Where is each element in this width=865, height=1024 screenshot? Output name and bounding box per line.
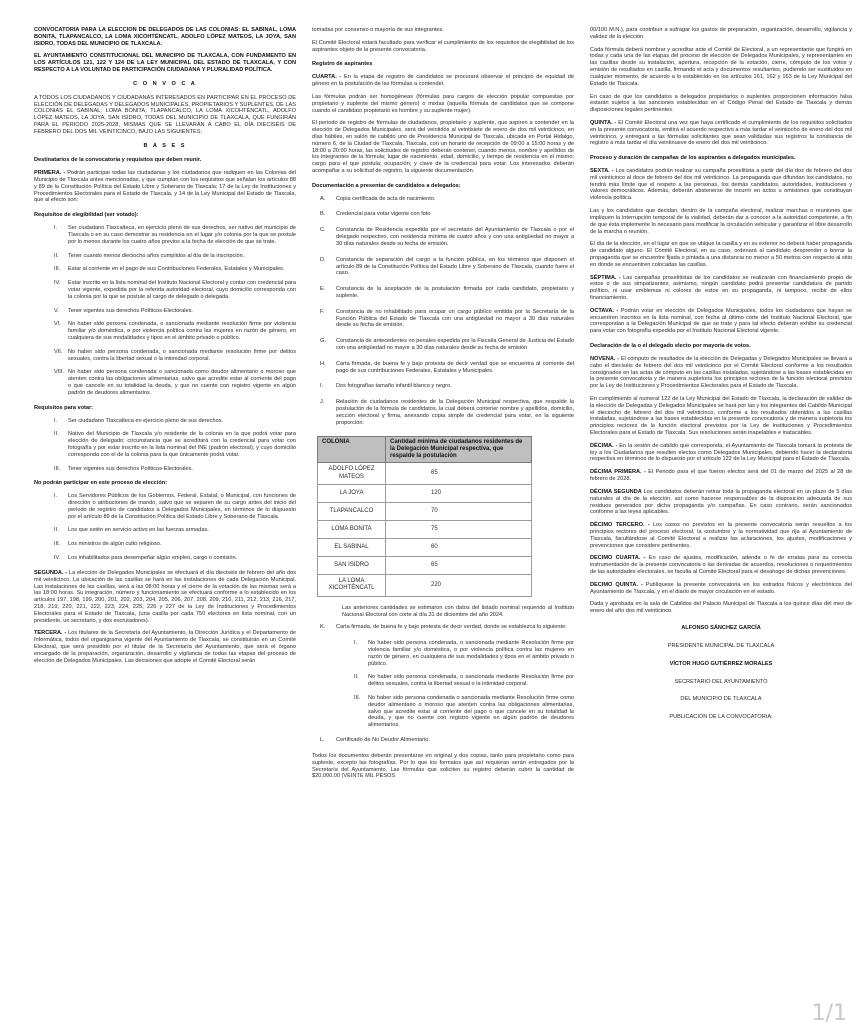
- list-item: [312, 286, 574, 300]
- item-number: I.: [54, 493, 58, 500]
- d4-label: DECIMO CUARTA. -: [590, 555, 646, 562]
- item-number: III.: [54, 465, 61, 472]
- l-list: [312, 737, 574, 744]
- novena-label: NOVENA. -: [590, 355, 620, 362]
- list-item: [312, 383, 574, 390]
- item-text: Constancia de antecedentes no penales expedida por la Fiscalía General de Justicia del Estado con una antigüedad no mayor a 30 días naturales desde su fecha de emisión: [336, 338, 574, 351]
- d3-label: DÉCIMO TERCERO. -: [590, 522, 650, 529]
- list-item: [312, 309, 574, 329]
- k-list: [312, 624, 574, 631]
- item-number: I.: [54, 225, 58, 232]
- table-cell-cantidad: 70: [386, 503, 532, 521]
- table-cell-colonia: TLAPANCALCO: [318, 503, 386, 521]
- item-text: Constancia de separación del cargo a la función pública, en los términos que disponen el artículo 89 de la Constitución Política del Estado Libre y Soberano de Tlaxcala, cuando fuere el caso.: [336, 256, 574, 277]
- d2-paragraph: [590, 489, 852, 516]
- item-number: VIII.: [54, 369, 64, 376]
- d1-label: DÉCIMA PRIMERA. -: [590, 469, 646, 476]
- list-item: [34, 527, 296, 534]
- list-item: [34, 321, 296, 341]
- item-text: Ser ciudadano Tlaxcalteca, en ejercicio pleno de sus derechos, ser nativo del municipio de Tlaxcala o en su caso demostrar su residencia en el lugar y/o colonia por la que se postule por lo menos durante los cuatro años previos a la fecha de elección de que se trate.: [68, 225, 296, 245]
- facultado-paragraph: El Comité Electoral estará facultado para verificar el cumplimiento de los requisitos de elegibilidad de los aspirantes objeto de la presente convocatoria.: [312, 39, 574, 53]
- decima-paragraph: [590, 443, 852, 463]
- casilla-paragraph: Cada fórmula deberá nombrar y acreditar ante el Comité de Electoral, a un representante que fungirá en todas y cada una de las etapas del proceso de elección de Delegados Municipales, y representantes en las casillas desde su instalación, apertura, recepción de la votación, cierre, cómputo de los votos y emisión de resultados en casilla, firmando el acta y documentos resultantes, pudiendo ser sustituidos en cualquier momento, de acuerdo a lo establecido en los artículos 161, 162 y 163 de la Ley Municipal del Estado de Tlaxcala.: [590, 46, 852, 87]
- table-cell-colonia: SAN ISIDRO: [318, 557, 386, 575]
- signer-name-2: VÍCTOR HUGO GUTIÉRREZ MORALES: [669, 660, 773, 667]
- dia-paragraph: El día de la elección, en el lugar en que se ubique la casilla y en su exterior no deberá haber propaganda de candidato alguno. El Comité Electoral, en su caso, ordenará al candidato desprender o borrar la propaganda que se encuentre fijada o pintada a una distancia no menor a 50 metros con respecto al sitio en donde se encuentren colocadas las casillas.: [590, 241, 852, 268]
- novena-text: El cómputo de resultados de la elección de Delegadas y Delegados Municipales se llevará a cabo el dieciséis de febrero del dos mil veinticinco por el Comité Electoral conforme a los resultados consignados en las actas de cómputo en las casillas instaladas, sujetándose a las bases establecidas en la presente convocatoria y de manera supletoria los principios rectores de la función electoral previstos por la Ley de Instituciones y Procedimientos Electorales para el Estado de Tlaxcala.: [590, 355, 852, 390]
- d5-paragraph: [590, 582, 852, 596]
- list-item: [312, 338, 574, 352]
- cuarta-text: En la etapa de registro de candidatos se procurará observar el principio de equidad de género en la postulación de las fórmulas a contender.: [312, 74, 574, 88]
- candidatos-paragraph: Las y los candidatos que decidan, dentro de la campaña electoral, realizar marchas o reuniones que impliquen la interrupción temporal de la vialidad, deberán dar a conocer a la autoridad competente, a fin de que ésta implemente lo necesario para modificar la circulación vehicular y garantizar el libre desarrollo de la marcha o reunión.: [590, 208, 852, 235]
- table-cell-colonia: LA JOYA: [318, 485, 386, 503]
- list-item: [34, 555, 296, 562]
- no-part-heading: No podrán participar en este proceso de elección:: [34, 480, 168, 487]
- req-eleg-heading: Requisitos de elegibilidad (ser votado):: [34, 212, 139, 219]
- colonias-table: [317, 436, 532, 597]
- segunda-label: SEGUNDA. -: [34, 569, 68, 576]
- quinta-text: El Comité Electoral una vez que haya certificado el cumplimiento de los requisitos solicitados en la presente convocatoria, emitirá el acuerdo respectivo a más tardar el veintiocho de enero del dos mil veinticinco, y entregará a las fórmulas solicitantes que sean validadas sus registros la constancia de registro a más tardar el día veintinueve de enero del dos mil veinticinco.: [590, 119, 852, 147]
- cuarta-label: CUARTA. -: [312, 74, 342, 81]
- item-text: Constancia de la aceptación de la postulación firmada por cada candidato, propietario y suplente.: [336, 286, 574, 299]
- item-text: Tener cuando menos dieciocho años cumplidos al día de la inscripción.: [68, 252, 245, 259]
- d5-text: Publíquese la presente convocatoria en los estrados físicos y electrónicos del Ayuntamiento de Tlaxcala, y en el diario de mayor circulación en el estado.: [590, 581, 852, 595]
- item-text: Estar inscrito en la lista nominal del Instituto Nacional Electoral y contar con credencial para votar vigente, expedida por la referida autoridad electoral, cuyo domicilio corresponda con la colonia por la que se postule al cargo de delegado o delegada.: [68, 280, 296, 300]
- item-number: VI.: [54, 321, 61, 328]
- req-votar-list: [34, 418, 296, 473]
- list-item: [34, 280, 296, 300]
- list-item: [34, 225, 296, 245]
- document-title: CONVOCATORIA PARA LA ELECCIÓN DE DELEGADOS DE LAS COLONIAS: EL SABINAL, LOMA BONITA, TLAPANCALCO, LA LOMA XICOHTÉNCATL, ADOLFO LÓPEZ MATEOS, LA JOYA, SAN ISIDRO, TODAS DEL MUNICIPIO DE TLAXCALA.: [34, 27, 296, 47]
- destinatarios-heading: Destinatarios de la convocatoria y requisitos que deben reunir.: [34, 157, 202, 164]
- item-number: I.: [54, 417, 58, 424]
- column-2: [312, 27, 574, 1024]
- table-header-cantidad: Cantidad mínima de ciudadanos residentes de la Delegación Municipal respectiva, que respalde la postulación: [386, 436, 532, 463]
- item-text: Los que estén en servicio activo en las fuerzas armadas.: [68, 527, 209, 534]
- list-item: [312, 361, 574, 375]
- publication-label: PUBLICACIÓN DE LA CONVOCATORIA:: [669, 714, 773, 721]
- docs-heading: Documentación a presentar de candidatos a delegados:: [312, 182, 461, 189]
- list-item: [312, 227, 574, 247]
- caso-paragraph: En caso de que los candidatos a delegados propietarios o suplentes proporcionen información falsa estarán sujetos a las sanciones establecidas en el Código Penal del Estado de Tlaxcala y demás disposiciones legales pertinentes.: [590, 93, 852, 114]
- item-text: Dos fotografías tamaño infantil blanco y negro.: [336, 383, 452, 390]
- item-text: Credencial para votar vigente con foto: [336, 211, 431, 218]
- item-number: VII.: [54, 348, 63, 355]
- list-item: [34, 493, 296, 520]
- item-number: J.: [320, 399, 325, 406]
- table-row: [318, 539, 532, 557]
- column-1: [34, 27, 296, 1024]
- table-cell-cantidad: 65: [386, 557, 532, 575]
- table-row: [318, 575, 532, 597]
- no-part-list: [34, 493, 296, 562]
- item-number: K.: [320, 624, 326, 631]
- item-text: Copia certificada de acta de nacimiento.: [336, 195, 436, 202]
- item-text: Los inhabilitados para desempeñar algún empleo, cargo o comisión.: [68, 555, 238, 562]
- d3-paragraph: [590, 522, 852, 549]
- d2-text: Los candidatos deberán retirar toda la propaganda electoral en un plazo de 5 días naturales al día de la elección, así como hacerse responsables de la disposición adecuada de sus residuos generados por dicha propaganda y/o campañas. En caso contrario, serán sancionados conforme a las leyes aplicables.: [590, 488, 852, 516]
- d2-label: DÉCIMA SEGUNDA: [590, 488, 642, 495]
- sexta-paragraph: [590, 168, 852, 202]
- item-number: III.: [54, 266, 61, 273]
- table-row: [318, 503, 532, 521]
- item-number: I.: [354, 640, 358, 647]
- list-item: [334, 640, 574, 667]
- list-item: [312, 196, 574, 203]
- sexta-label: SEXTA. -: [590, 168, 614, 174]
- item-number: II.: [54, 252, 59, 259]
- item-text: No haber sido persona condenada, o sancionada mediante resolución firme por violencia familiar y/o doméstica, o por violencia política contra las mujeres en razón de género, en cualquiera de sus modalidades y tipos en el ámbito privado o público.: [68, 321, 296, 341]
- item-number: IV.: [54, 280, 61, 287]
- tercera-text: Los titulares de la Secretaría del Ayuntamiento, la Dirección Jurídica y el Departamento de Informática, todos del organigrama vigente del Ayuntamiento de Tlaxcala, se constituirán en un Comité Electoral, que será presidido por el titular de la Secretaría del Ayuntamiento, que será el órgano encargado de la preparación, organización, desarrollo y vigilancia de todas las etapas del proceso de elección de Delegados Municipales. Las decisiones que adopte el Comité Electoral serán: [34, 630, 296, 664]
- item-text: Los ministros de algún culto religioso.: [68, 541, 162, 548]
- convoca-heading: C O N V O C A: [133, 80, 197, 87]
- table-cell-colonia: ADOLFO LÓPEZ MATEOS: [318, 463, 386, 485]
- list-item: [312, 737, 574, 744]
- table-cell-cantidad: 220: [386, 575, 532, 597]
- item-number: C.: [320, 227, 326, 234]
- item-number: D.: [320, 256, 326, 263]
- item-text: No haber sido persona condenada, o sancionada mediante Resolución firme por violencia familiar y/o doméstica, o por violencia política contra las mujeres en razón de género, en cualquiera de sus modalidades y tipos en el ámbito privado o público.: [368, 640, 574, 667]
- table-cell-cantidad: 60: [386, 539, 532, 557]
- table-cell-cantidad: 65: [386, 463, 532, 485]
- novena-paragraph: [590, 356, 852, 390]
- list-item: [34, 349, 296, 363]
- column-3: [590, 27, 852, 1024]
- item-number: II.: [354, 674, 359, 681]
- signer-role-1: PRESIDENTE MUNICIPAL DE TLAXCALA: [667, 642, 775, 649]
- list-item: [34, 431, 296, 458]
- d4-paragraph: [590, 555, 852, 575]
- list-item: [34, 308, 296, 315]
- item-number: II.: [54, 431, 59, 438]
- list-item: [34, 266, 296, 273]
- item-number: F.: [320, 308, 325, 315]
- d1-text: El Periodo para el que fueron electos será del 01 de marzo del 2025 al 28 de febrero de 2028.: [590, 469, 852, 483]
- table-header-row: [318, 436, 532, 463]
- declaracion-heading: Declaración de la o el delegado electo por mayoría de votos.: [590, 343, 751, 350]
- tercera-label: TERCERA. -: [34, 630, 67, 637]
- list-item: [334, 674, 574, 688]
- item-number: IV.: [54, 555, 61, 562]
- list-item: [334, 695, 574, 729]
- table-note: Las anteriores cantidades se estimaron con datos del listado nominal requerido al Instituto Nacional Electoral con corte al día 31 de diciembre del año 2024.: [342, 604, 574, 618]
- table-cell-cantidad: 120: [386, 485, 532, 503]
- table-cell-colonia: EL SABINAL: [318, 539, 386, 557]
- item-text: Tener vigentes sus derechos Políticos-Electorales.: [68, 307, 193, 314]
- item-text: Nativo del Municipio de Tlaxcala y/o residente de la colonia en la que podrá votar para elección de delegado; circunstancia que se acreditará con la credencial para votar con fotografía y por estar inscrito en la lista nominal del INE (padrón electoral), y cuyo domicilio corresponda con el de la colonia para la que únicamente podrá votar.: [68, 431, 296, 458]
- cumplimiento-paragraph: En cumplimiento al numeral 122 de la Ley Municipal del Estado de Tlaxcala, la declaración de validez de la elección de Delegadas y Delegados Municipales se hará por las y los integrantes del Cabildo Municipal el dieciocho de febrero del dos mil veinticinco, conforme a los resultados obtenidos a las casillas instaladas, sujetándose a las bases establecidas en la presente convocatoria y de manera supletoria los principios rectores de la función electoral previstos por la Ley de Instituciones y Procedimientos Electorales para el Estado de Tlaxcala. Sus resoluciones serán inapelables e inatacables.: [590, 395, 852, 436]
- periodo-paragraph: El periodo de registro de fórmulas de ciudadanos, propietario y suplente, que aspiren a contender en la elección de Delegados Municipales, será del veintidós al veintisiete de enero de dos mil veinticinco, en días hábiles, en salón de cabildo uno de Presidencia Municipal de Tlaxcala, ubicada en Portal Hidalgo, número 6, de la Ciudad de Tlaxcala, Tlaxcala, con un horario de recepción de 09:00 a 15:00 horas y de 18:00 a 20:00 horas, las solicitudes de registro deberán contener, cuando menos, nombre y apellidos de los integrantes de la fórmula; lugar de nacimiento, edad, domicilio, y tiempo de residencia en el mismo; cargo para el que postula; ocupación; y clave de la credencial para votar. Los interesados deberán acompañar a su solicitud de registro, la siguiente documentación.: [312, 120, 574, 174]
- k-items-list: [334, 640, 574, 729]
- septima-label: SÉPTIMA. -: [590, 274, 621, 281]
- item-text: Ser ciudadano Tlaxcalteca en ejercicio pleno de sus derechos.: [68, 417, 224, 424]
- table-cell-colonia: LA LOMA XICOHTÉNCATL: [318, 575, 386, 597]
- table-row: [318, 521, 532, 539]
- dada-paragraph: Dada y aprobada en la sala de Cabildos del Palacio Municipal de Tlaxcala a los quince días del mes de enero del año dos mil veinticinco.: [590, 601, 852, 615]
- item-number: A.: [320, 195, 326, 202]
- octava-paragraph: [590, 308, 852, 335]
- col3-continuation: 00/100 M.N.), para contribuir a sufragar los gastos de preparación, organización, desarrollo, vigilancia y validez de la elección.: [590, 27, 852, 40]
- registro-heading: Registro de aspirantes: [312, 61, 373, 68]
- d1-paragraph: [590, 469, 852, 483]
- signer-name-1: ALFONSO SÁNCHEZ GARCÍA: [681, 625, 761, 632]
- item-text: Constancia de Residencia expedida por el secretario del Ayuntamiento de Tlaxcala o por el delegado respectivo, con residencia mínima de cuatro años y con una antigüedad no mayor a 30 días naturales desde su fecha de emisión.: [336, 227, 574, 247]
- octava-label: OCTAVA. -: [590, 307, 619, 314]
- call-paragraph: A TODOS LOS CIUDADANOS Y CIUDADANAS INTERESADOS EN PARTICIPAR EN EL PROCESO DE ELECCIÓN DE DELEGADAS Y DELEGADOS MUNICIPALES, PROPIETARIOS Y SUPLENTES, DE LAS COLONIAS EL SABINAL, LOMA BONITA, TLAPANCALCO, LA LOMA XICOHTÉNCATL, ADOLFO LÓPEZ MATEOS, LA JOYA, SAN ISIDRO, TODAS DEL MUNICIPIO DE TLAXCALA, QUE FUNGIRÁN PARA EL PERIODO 2025-2028, MISMAS QUE SE LLEVARÁN A CABO EL DÍA DIECISÉIS DE FEBRERO DEL DOS MIL VEINTICINCO, BAJO LAS SIGUIENTES:: [34, 94, 296, 135]
- item-number: G.: [320, 338, 326, 345]
- item-number: III.: [354, 695, 361, 701]
- primera-label: PRIMERA. -: [34, 170, 66, 177]
- list-item: [34, 253, 296, 260]
- signer-role-3: DEL MUNICIPIO DE TLAXCALA: [680, 696, 762, 703]
- octava-text: Podrán votar en elección de Delegados Municipales, todos los ciudadanos que hayan se encuentren inscritos en la lista nominal, con fecha al último corte del Instituto Nacional Electoral, que correspondan a la Delegación Municipal de que se trate y para tal efecto deberán exhibir su credencial para votar con fotografía expedida por el Instituto Nacional Electoral vigente.: [590, 307, 852, 335]
- intro-paragraph: EL AYUNTAMIENTO CONSTITUCIONAL DEL MUNICIPIO DE TLAXCALA, CON FUNDAMENTO EN LOS ARTÍCULOS 121, 122 Y 124 DE LA LEY MUNICIPAL DEL ESTADO DE TLAXCALA, Y CON RESPECTO A LA VOLUNTAD DE PARTICIPACIÓN CIUDADANA Y PLURALIDAD POLÍTICA.: [34, 53, 296, 74]
- list-item: [312, 211, 574, 218]
- decima-label: DÉCIMA. -: [590, 442, 618, 449]
- list-item: [34, 369, 296, 396]
- item-number: III.: [54, 541, 61, 548]
- segunda-paragraph: [34, 570, 296, 625]
- quinta-paragraph: [590, 120, 852, 147]
- item-number: L.: [320, 737, 325, 744]
- table-cell-cantidad: 75: [386, 521, 532, 539]
- list-item: [312, 257, 574, 277]
- item-text: Carta firmada, de buena fe y bajo protesta de decir verdad, donde se establezca lo siguiente:: [336, 624, 567, 631]
- sexta-text: Los candidatos podrán realizar su campaña proselitista a partir del día dos de febrero del dos mil veinticinco al doce de febrero del dos mil veinticinco. La propaganda que difundan los candidatos, no tendrá más límite que el respeto a las personas, los demás candidatos, autoridades, instituciones y valores democráticos. Además, deberán abstenerse de incurrir en actos u omisiones que constituyan violencia política.: [590, 168, 852, 202]
- segunda-text: La elección de Delegados Municipales se efectuará el día dieciséis de febrero del año dos mil veinticinco. La ubicación de las casillas se hará en las instalaciones de cada Delegación Municipal. Las instalaciones de las casillas, será a las 08:00 horas y el cierre de la votación de las mismas será a las 18:00 horas. Su integración, número y funcionamiento se efectuará conforme a lo establecido en los artículos 197, 198, 199, 200, 201, 202, 203, 204, 205, 206, 207, 208, 209, 210, 211, 212, 213, 216, 217, 218, 219, 220, 221, 222, 223, 224, 225, 226 y 227 de la Ley de Instituciones y Procedimientos Electorales para el Estado de Tlaxcala, (una casilla por cada 750 electores en lista nominal, con un presidente, un secretario, y dos escrutadores).: [34, 569, 296, 624]
- proceso-heading: Proceso y duración de campañas de los aspirantes a delegados municipales.: [590, 155, 796, 162]
- item-number: I.: [320, 383, 324, 390]
- item-text: Constancia de no inhabilitado para ocupar un cargo público emitida por la Secretaría de la Función Pública del Estado de Tlaxcala con una antigüedad no mayor a 30 días naturales desde su fecha de emisión.: [336, 308, 574, 329]
- item-number: B.: [320, 211, 326, 218]
- list-item: [34, 418, 296, 425]
- item-text: No haber sido persona condenada, o sancionada mediante resolución firme por delitos sexuales, contra la libertad sexual o la intimidad corporal.: [68, 348, 296, 362]
- item-text: Estar al corriente en el pago de sus Contribuciones Federales, Estatales y Municipales.: [68, 266, 285, 273]
- item-number: E.: [320, 286, 326, 293]
- item-text: Tener vigentes sus derechos Políticos-Electorales.: [68, 465, 193, 472]
- item-number: V.: [54, 307, 59, 314]
- cuarta-paragraph: [312, 74, 574, 88]
- item-text: Certificado de No Deudor Alimentario.: [336, 737, 430, 744]
- formulas-paragraph: Las fórmulas podrán ser homogéneas (fórmulas para cargos de elección popular compuestas por propietario y suplente del mismo género) o mixtas (aquella fórmula de candidatos que se compone cuando el candidato propietario es hombre y su suplente mujer).: [312, 93, 574, 114]
- septima-text: Las campañas proselitistas de los candidatos se realizarán con financiamiento propio de estos o de sus simpatizantes; asimismo, ningún candidato podrá presentar candidatura de partido político, ni usar emblemas ni colores de estos en su propaganda, ni tampoco, recibir de ellos financiamiento.: [590, 274, 852, 301]
- item-text: Los Servidores Públicos de los Gobiernos, Federal, Estatal, o Municipal, con funciones de dirección o atribuciones de mando, salvo que se separen de su cargo antes del inicio del periodo de registro de candidatos a Delegados Municipales, en términos de lo dispuesto por el artículo 89 de la Constitución Política del Estado Libre y Soberano de Tlaxcala.: [68, 493, 296, 520]
- d5-label: DECIMO QUINTA. -: [590, 581, 643, 588]
- table-cell-colonia: LOMA BONITA: [318, 521, 386, 539]
- page-marker: 1/1: [811, 1001, 847, 1024]
- docs-list: [312, 196, 574, 427]
- list-item: [312, 624, 574, 631]
- quinta-label: QUINTA. -: [590, 119, 617, 126]
- req-eleg-list: [34, 225, 296, 397]
- list-item: [34, 541, 296, 548]
- req-votar-heading: Requisitos para votar:: [34, 404, 94, 411]
- primera-text: Podrán participar todas las ciudadanas y los ciudadanos que radiquen en las Colonias del Municipio de Tlaxcala antes mencionadas, y que cumplan con los requisitos que señalan los artículos 88 y 89 de la Constitución Política del Estado Libre y Soberano de Tlaxcala; 17 de la Ley de Instituciones y Procedimientos Electorales para el Estado de Tlaxcala, y 14 de la Ley Municipal del Estado de Tlaxcala, que al efecto son:: [34, 170, 296, 204]
- item-text: No haber sido persona condenada, o sancionada mediante Resolución firme por delitos sexuales, contra la libertad sexual o la intimidad corporal.: [368, 674, 574, 688]
- d4-text: En caso de ajustes, modificación, adenda o fe de erratas para su correcta instrumentación de la presente convocatoria o las derivadas de acuerdos, resoluciones o requerimientos de las autoridades electorales, se faculta al Comité Electoral para el desahogo de dichas prevenciones.: [590, 555, 852, 575]
- table-header-colonia: COLONIA: [318, 436, 386, 463]
- list-item: [312, 399, 574, 426]
- item-number: H.: [320, 360, 326, 367]
- primera-paragraph: [34, 170, 296, 204]
- bases-heading: B A S E S: [143, 142, 187, 149]
- item-text: No haber sido persona condenada o sancionada mediante Resolución firme como deudor alimentario o moroso que atenten contra las obligaciones alimentarias, salvo que acredite estar al corriente del pago o que cancele en su totalidad la deuda, y que no cuente con registro vigente en algún padrón de deudores alimentarios.: [368, 695, 574, 729]
- signer-role-2: SECRETARIO DEL AYUNTAMIENTO: [674, 678, 768, 685]
- table-row: [318, 485, 532, 503]
- signature-block: [590, 625, 852, 721]
- tercera-paragraph: [34, 630, 296, 664]
- item-text: Relación de ciudadanos residentes de la Delegación Municipal respectiva, que respalde la postulación de la fórmula de candidatos, la cual deberá contener nombre y apellidos, domicilio, sección electoral y firma, anexando copia simple de credencial para votar, en la siguiente proporción:: [336, 399, 574, 426]
- list-item: [34, 466, 296, 473]
- septima-paragraph: [590, 275, 852, 302]
- item-text: Carta firmada, de buena fe y bajo protesta de decir verdad que se encuentra al corriente del pago de sus contribuciones Federales, Estatales y Municipales.: [336, 360, 574, 374]
- item-text: No haber sido persona condenada o sancionada como deudor alimentario o moroso que atenten contra las obligaciones alimentarias, salvo que acredite estar al corriente del pago o que cancele en su totalidad la deuda, y que no cuente con registro vigente en algún padrón de deudores alimentarios.: [68, 369, 296, 396]
- table-row: [318, 463, 532, 485]
- decima-text: En la sesión de cabildo que corresponda, el Ayuntamiento de Tlaxcala tomará la protesta de ley a los Ciudadanos que resulten electos como Delegados Municipales, debiendo hacer la declaratoria respectiva en términos de lo dispuesto por el artículo 122 de la Ley Municipal para el Estado de Tlaxcala.: [590, 442, 852, 463]
- d3-text: Los casos no previstos en la presente convocatoria serán resueltos a los principios rectores del proceso electoral, la costumbre y la normatividad que rija al Ayuntamiento de Tlaxcala, facultándose al Comité Electoral a realizar las aclaraciones, los ajustes, modificaciones y prevenciones que considere pertinentes.: [590, 522, 852, 549]
- col2-continuation: tomadas por consenso o mayoría de sus integrantes.: [312, 27, 444, 33]
- table-row: [318, 557, 532, 575]
- item-number: II.: [54, 527, 59, 534]
- final-paragraph: Todos los documentos deberán presentarse en original y dos copias, tanto para propietario como para suplente, excepto las fotografías. Por lo que los formatos que así requieran serán entregados por la Secretaría del Ayuntamiento. Las fórmulas que soliciten su registro deberán cubrir la cantidad de $20,000.00 (VEINTE MIL PESOS: [312, 752, 574, 780]
